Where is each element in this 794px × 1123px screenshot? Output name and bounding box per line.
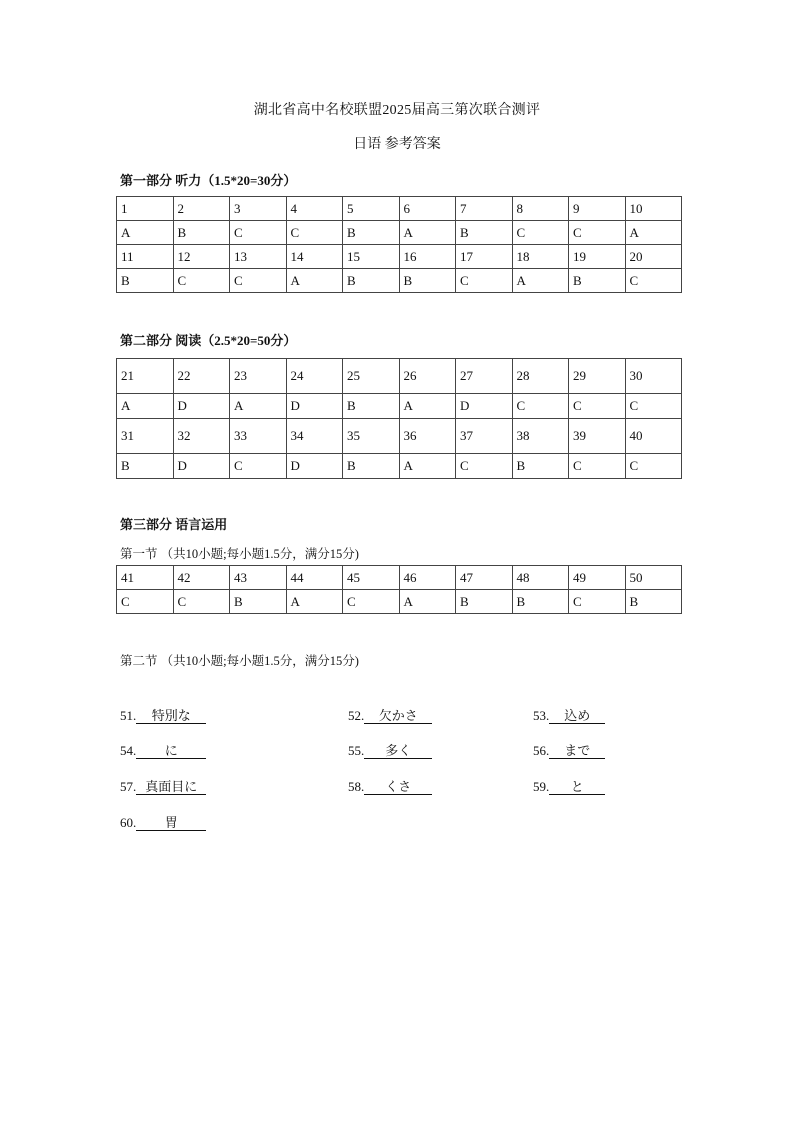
answer-cell: C: [173, 269, 230, 293]
answer-cell: C: [173, 590, 230, 614]
item-number: 56.: [533, 743, 550, 758]
answer-cell: C: [625, 394, 682, 419]
item-number: 53.: [533, 708, 550, 723]
question-number-cell: 20: [625, 245, 682, 269]
question-number-cell: 39: [569, 419, 626, 454]
question-number-cell: 36: [399, 419, 456, 454]
question-number-cell: 42: [173, 566, 230, 590]
fill-item: [348, 708, 432, 724]
answer-cell: C: [230, 454, 287, 479]
answer-cell: B: [512, 454, 569, 479]
answer-cell: D: [173, 454, 230, 479]
question-number-cell: 26: [399, 359, 456, 394]
fill-item: [533, 708, 605, 724]
question-number-cell: 14: [286, 245, 343, 269]
question-number-cell: 48: [512, 566, 569, 590]
question-number-cell: 9: [569, 197, 626, 221]
question-number-cell: 28: [512, 359, 569, 394]
question-number-cell: 2: [173, 197, 230, 221]
answer-blank: 特別な: [136, 708, 206, 724]
question-number-cell: 15: [343, 245, 400, 269]
item-number: 59.: [533, 779, 550, 794]
question-number-row: [117, 566, 682, 590]
answer-cell: C: [456, 454, 513, 479]
answer-blank: 込め: [549, 708, 605, 724]
answer-blank: 真面目に: [136, 779, 206, 795]
item-number: 51.: [120, 708, 137, 723]
question-number-cell: 44: [286, 566, 343, 590]
question-number-cell: 31: [117, 419, 174, 454]
listening-answer-table: [116, 196, 682, 293]
answer-cell: C: [230, 269, 287, 293]
question-number-cell: 32: [173, 419, 230, 454]
answer-cell: C: [569, 221, 626, 245]
page-title: 湖北省高中名校联盟2025届高三第次联合测评: [253, 103, 541, 118]
fill-item: [348, 743, 432, 759]
question-number-cell: 8: [512, 197, 569, 221]
answer-row: [117, 394, 682, 419]
question-number-cell: 41: [117, 566, 174, 590]
part2-heading: 第二部分 阅读（2.5*20=50分）: [120, 333, 297, 348]
question-number-cell: 3: [230, 197, 287, 221]
answer-cell: A: [512, 269, 569, 293]
question-number-cell: 19: [569, 245, 626, 269]
fill-item: [120, 743, 206, 759]
answer-cell: C: [625, 269, 682, 293]
answer-cell: D: [173, 394, 230, 419]
answer-cell: C: [230, 221, 287, 245]
question-number-row: [117, 197, 682, 221]
answer-cell: A: [625, 221, 682, 245]
language-use-answer-table: [116, 565, 682, 614]
answer-cell: C: [569, 394, 626, 419]
question-number-row: [117, 245, 682, 269]
question-number-cell: 27: [456, 359, 513, 394]
question-number-cell: 18: [512, 245, 569, 269]
fill-item: [120, 815, 206, 831]
reading-answer-table: [116, 358, 682, 479]
answer-cell: B: [512, 590, 569, 614]
question-number-cell: 5: [343, 197, 400, 221]
answer-cell: B: [456, 590, 513, 614]
item-number: 58.: [348, 779, 365, 794]
item-number: 57.: [120, 779, 137, 794]
answer-cell: A: [399, 590, 456, 614]
fill-item: [533, 743, 605, 759]
fill-item: [120, 779, 206, 795]
answer-cell: B: [456, 221, 513, 245]
answer-cell: B: [173, 221, 230, 245]
question-number-cell: 49: [569, 566, 626, 590]
item-number: 52.: [348, 708, 365, 723]
question-number-cell: 37: [456, 419, 513, 454]
question-number-cell: 29: [569, 359, 626, 394]
question-number-cell: 17: [456, 245, 513, 269]
question-number-cell: 21: [117, 359, 174, 394]
answer-cell: C: [456, 269, 513, 293]
question-number-cell: 12: [173, 245, 230, 269]
answer-blank: 多く: [364, 743, 432, 759]
answer-cell: C: [625, 454, 682, 479]
answer-blank: くさ: [364, 779, 432, 795]
item-number: 54.: [120, 743, 137, 758]
section1-heading: 第一节 （共10小题;每小题1.5分，满分15分): [120, 547, 359, 561]
answer-cell: B: [343, 394, 400, 419]
answer-cell: C: [569, 454, 626, 479]
question-number-cell: 46: [399, 566, 456, 590]
answer-cell: B: [117, 454, 174, 479]
answer-cell: B: [625, 590, 682, 614]
question-number-cell: 11: [117, 245, 174, 269]
answer-blank: 胃: [136, 815, 206, 831]
question-number-cell: 47: [456, 566, 513, 590]
question-number-cell: 33: [230, 419, 287, 454]
question-number-row: [117, 359, 682, 394]
answer-cell: A: [117, 221, 174, 245]
question-number-cell: 10: [625, 197, 682, 221]
answer-cell: C: [512, 394, 569, 419]
answer-cell: A: [399, 221, 456, 245]
question-number-cell: 43: [230, 566, 287, 590]
answer-cell: B: [230, 590, 287, 614]
question-number-cell: 34: [286, 419, 343, 454]
answer-row: [117, 269, 682, 293]
answer-blank: まで: [549, 743, 605, 759]
question-number-cell: 13: [230, 245, 287, 269]
question-number-cell: 4: [286, 197, 343, 221]
question-number-cell: 40: [625, 419, 682, 454]
page-subtitle: 日语 参考答案: [353, 137, 441, 152]
fill-item: [533, 779, 605, 795]
answer-cell: A: [117, 394, 174, 419]
question-number-cell: 6: [399, 197, 456, 221]
answer-cell: D: [286, 454, 343, 479]
fill-item: [120, 708, 206, 724]
question-number-cell: 7: [456, 197, 513, 221]
answer-cell: B: [569, 269, 626, 293]
answer-cell: C: [286, 221, 343, 245]
answer-cell: C: [117, 590, 174, 614]
part3-heading: 第三部分 语言运用: [120, 517, 228, 532]
answer-cell: A: [286, 590, 343, 614]
question-number-cell: 25: [343, 359, 400, 394]
question-number-row: [117, 419, 682, 454]
section2-heading: 第二节 （共10小题;每小题1.5分，满分15分): [120, 654, 359, 668]
answer-blank: 欠かさ: [364, 708, 432, 724]
answer-cell: C: [512, 221, 569, 245]
answer-cell: A: [230, 394, 287, 419]
question-number-cell: 45: [343, 566, 400, 590]
answer-cell: A: [286, 269, 343, 293]
answer-cell: C: [569, 590, 626, 614]
answer-cell: D: [456, 394, 513, 419]
question-number-cell: 23: [230, 359, 287, 394]
question-number-cell: 22: [173, 359, 230, 394]
answer-blank: に: [136, 743, 206, 759]
answer-cell: A: [399, 394, 456, 419]
item-number: 60.: [120, 815, 137, 830]
answer-cell: B: [343, 454, 400, 479]
question-number-cell: 50: [625, 566, 682, 590]
question-number-cell: 30: [625, 359, 682, 394]
answer-row: [117, 454, 682, 479]
question-number-cell: 1: [117, 197, 174, 221]
question-number-cell: 38: [512, 419, 569, 454]
item-number: 55.: [348, 743, 365, 758]
answer-row: [117, 221, 682, 245]
answer-row: [117, 590, 682, 614]
question-number-cell: 24: [286, 359, 343, 394]
answer-cell: B: [343, 269, 400, 293]
answer-cell: B: [399, 269, 456, 293]
fill-item: [348, 779, 432, 795]
answer-cell: A: [399, 454, 456, 479]
answer-cell: D: [286, 394, 343, 419]
question-number-cell: 35: [343, 419, 400, 454]
answer-cell: B: [117, 269, 174, 293]
part1-heading: 第一部分 听力（1.5*20=30分）: [120, 173, 297, 188]
answer-cell: B: [343, 221, 400, 245]
answer-blank: と: [549, 779, 605, 795]
question-number-cell: 16: [399, 245, 456, 269]
answer-cell: C: [343, 590, 400, 614]
